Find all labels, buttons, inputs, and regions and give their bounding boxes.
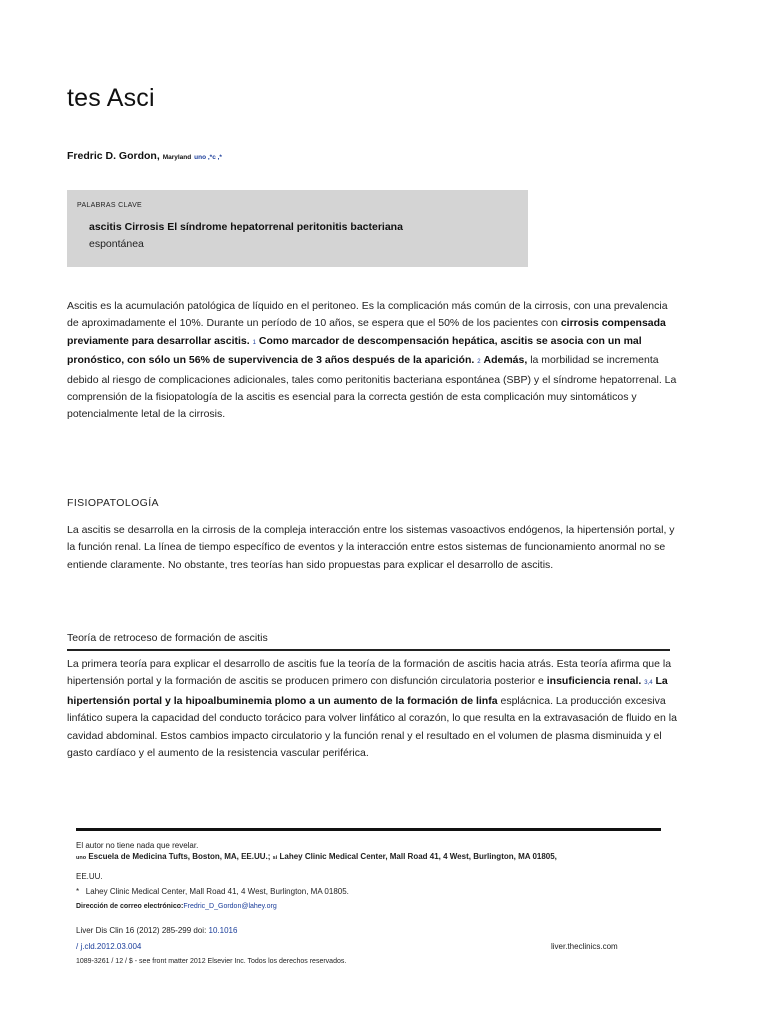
subsection-heading-theory: Teoría de retroceso de formación de ascitis — [67, 632, 268, 644]
author-name: Fredric D. Gordon, — [67, 150, 160, 162]
citation-line — [76, 926, 237, 935]
intro-paragraph — [67, 298, 677, 424]
theory-paragraph — [67, 656, 677, 762]
intro-text-4: Además, — [483, 354, 528, 367]
author-byline — [67, 150, 222, 162]
affiliation-marks[interactable]: uno ,*c ,* — [194, 154, 222, 161]
corr-mark: * — [76, 887, 80, 896]
footnote-divider — [76, 828, 661, 831]
citation-text: Liver Dis Clin 16 (2012) 285-299 doi: — [76, 926, 207, 935]
fisio-paragraph: La ascitis se desarrolla en la cirrosis de la compleja interacción entre los sistemas vasoactivos endógenos, la hipertensión portal, y la función renal. La línea de tiempo específico de eventos y la interacción entre estos sistemas de funcionamiento anormal no se entiende claramente. No obstante, tres teorías han sido propuestas para explicar el desarrollo de ascitis. — [67, 524, 675, 571]
reference-3-4[interactable]: 3,4 — [644, 680, 653, 687]
intro-text-2: cirrosis compensada previamente para desarrollar ascitis. — [67, 317, 666, 347]
footnote-disclosure: El autor no tiene nada que revelar. — [76, 841, 199, 850]
doi-link-part-1[interactable]: 10.1016 — [208, 926, 238, 935]
keywords-label: PALABRAS CLAVE — [77, 202, 143, 209]
theory-text-4: esplácnica. La producción excesiva linfático supera la capacidad del conducto torácico para volver linfático al corazón, lo que resulta en la extravasación de fluido en la cavidad abdominal. Estos cambios impacto circulatorio y la función renal y el resultado en el volumen de plasma disminuida y el gasto cardíaco y el aumento de la resistencia vascular periférica. — [67, 694, 677, 760]
article-title: tes Asci — [67, 84, 155, 112]
doi-link-part-2[interactable]: / j.cld.2012.03.004 — [76, 942, 142, 951]
aff-b: Lahey Clinic Medical Center, Mall Road 41, 4 West, Burlington, MA 01805, — [279, 852, 557, 861]
copyright-line: 1089-3261 / 12 / $ - see front matter 2012 Elsevier Inc. Todos los derechos reservados. — [76, 958, 347, 965]
journal-website[interactable]: liver.theclinics.com — [551, 942, 618, 951]
email-label: Dirección de correo electrónico: — [76, 903, 184, 910]
aff-a: Escuela de Medicina Tufts, Boston, MA, EE.UU.; — [88, 852, 271, 861]
keywords-line-1: ascitis Cirrosis El síndrome hepatorrenal peritonitis bacteriana — [89, 221, 403, 233]
intro-text-1: Ascitis es la acumulación patológica de líquido en el peritoneo. Es la complicación más común de la cirrosis, con una prevalencia de aproximadamente el 10%. Durante un período de 10 años, se espera que el 50% de los pacientes con — [67, 300, 668, 330]
footnote-affiliation-country: EE.UU. — [76, 872, 103, 881]
aff-mark-a: uno — [76, 855, 87, 861]
footnote-email — [76, 903, 277, 910]
subsection-divider — [67, 649, 670, 651]
corr-address: Lahey Clinic Medical Center, Mall Road 41, 4 West, Burlington, MA 01805. — [85, 887, 349, 896]
keywords-line-2: espontánea — [89, 238, 144, 250]
footnote-corresponding — [76, 887, 349, 896]
email-link[interactable]: Fredric_D_Gordon@lahey.org — [183, 903, 277, 910]
intro-text-5: la morbilidad se incrementa debido al riesgo de complicaciones adicionales, tales como peritonitis bacteriana espontánea (SBP) y el síndrome hepatorrenal. La comprensión de la fisiopatología de la ascitis es esencial para la correcta gestión de esta complicación muy sintomáticos y potencialmente letal de la cirrosis. — [67, 354, 677, 421]
author-degree: Maryland — [162, 154, 192, 161]
aff-mark-b: si — [272, 855, 278, 861]
reference-2[interactable]: 2 — [477, 359, 481, 366]
reference-1[interactable]: 1 — [252, 339, 256, 346]
footnote-affiliations — [76, 852, 557, 861]
section-heading-fisiopatologia: FISIOPATOLOGÍA — [67, 497, 159, 509]
theory-text-3: La hipertensión portal y la hipoalbuminemia plomo a un aumento de la formación de linfa — [67, 675, 668, 707]
theory-text-2: insuficiencia renal. — [546, 675, 642, 688]
intro-text-3: Como marcador de descompensación hepática, ascitis se asocia con un mal pronóstico, con sólo un 56% de supervivencia de 3 años después de la aparición. — [67, 334, 642, 367]
keywords-box — [67, 190, 528, 267]
theory-text-1: La primera teoría para explicar el desarrollo de ascitis fue la teoría de la formación de ascitis hacia atrás. Esta teoría afirma que la hipertensión portal y la formación de ascitis se producen primero con disfunción circulatoria posterior e — [67, 658, 672, 688]
